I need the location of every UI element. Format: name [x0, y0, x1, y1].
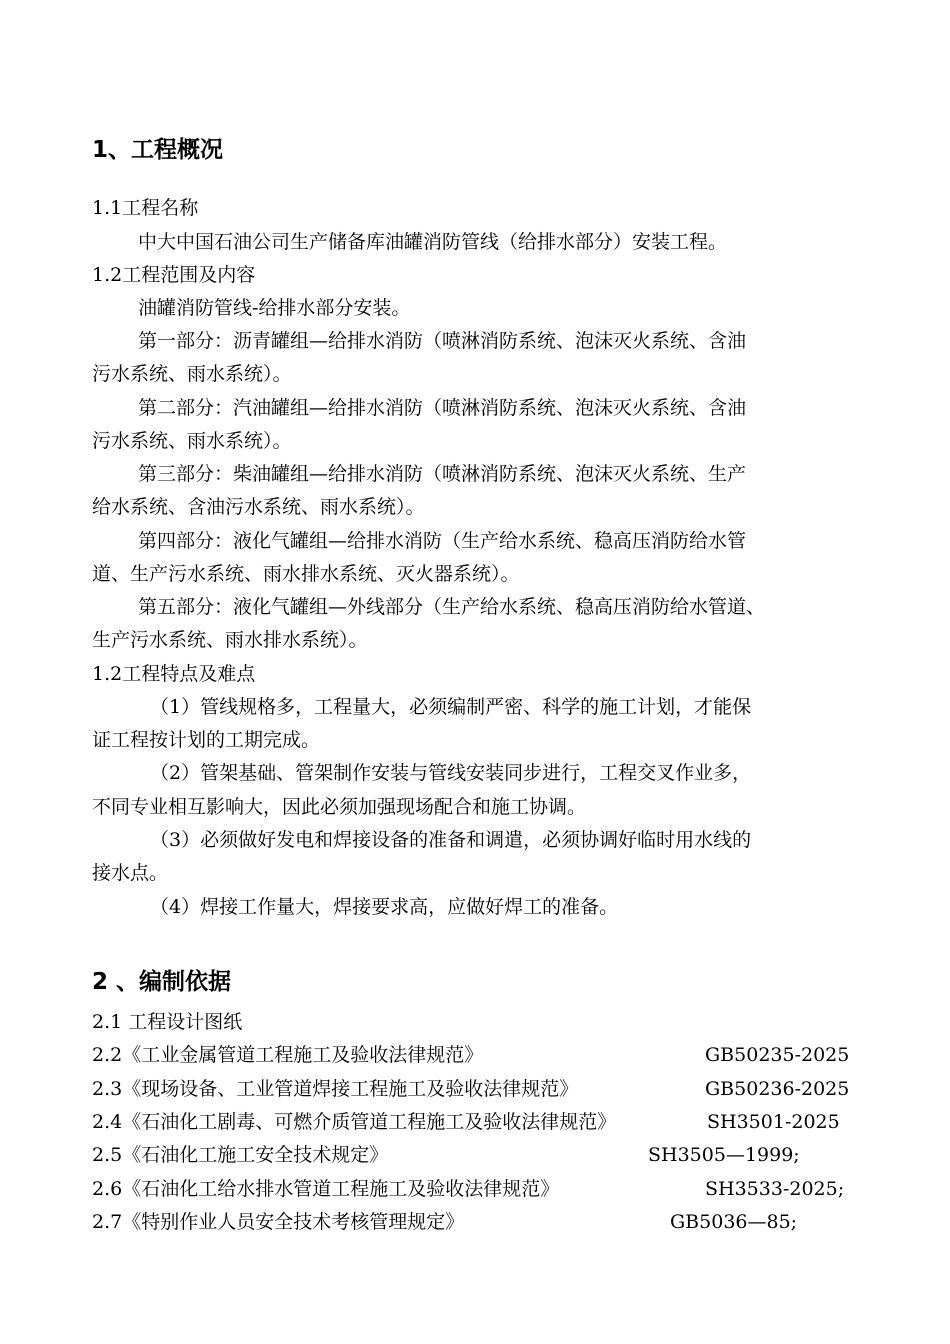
- part-3-line-1: 第三部分：柴油罐组—给排水消防（喷淋消防系统、泡沫灭火系统、生产: [138, 463, 747, 485]
- reference-title: 2.7《特别作业人员安全技术考核管理规定》: [92, 1211, 465, 1233]
- reference-title: 2.2《工业金属管道工程施工及验收法律规范》: [92, 1044, 484, 1066]
- part-5-line-1: 第五部分：液化气罐组—外线部分（生产给水系统、稳高压消防给水管道、: [138, 596, 766, 618]
- feature-1-line-1: （1）管线规格多，工程量大，必须编制严密、科学的施工计划，才能保: [150, 696, 752, 718]
- part-2-line-1: 第二部分：汽油罐组—给排水消防（喷淋消防系统、泡沫灭火系统、含油: [138, 397, 747, 419]
- part-2-line-2: 污水系统、雨水系统）。: [92, 430, 292, 452]
- reference-code: GB50236-2025: [705, 1078, 850, 1100]
- feature-1-line-2: 证工程按计划的工期完成。: [92, 729, 321, 751]
- reference-title: 2.1 工程设计图纸: [92, 1011, 243, 1033]
- project-name-text: 中大中国石油公司生产储备库油罐消防管线（给排水部分）安装工程。: [138, 231, 728, 253]
- reference-title: 2.3《现场设备、工业管道焊接工程施工及验收法律规范》: [92, 1078, 579, 1100]
- feature-2-line-1: （2）管架基础、管架制作安装与管线安装同步进行，工程交叉作业多，: [150, 762, 752, 784]
- part-3-line-2: 给水系统、含油污水系统、雨水系统）。: [92, 496, 425, 518]
- reference-code: SH3505—1999;: [648, 1144, 800, 1166]
- part-1-line-2: 污水系统、雨水系统）。: [92, 363, 292, 385]
- reference-code: GB50235-2025: [705, 1044, 850, 1066]
- subsection-features: 1.2工程特点及难点: [92, 663, 256, 685]
- reference-code: SH3533-2025;: [705, 1178, 845, 1200]
- section-1-heading: 1、工程概况: [92, 137, 224, 163]
- feature-2-line-2: 不同专业相互影响大，因此必须加强现场配合和施工协调。: [92, 796, 587, 818]
- feature-3-line-2: 接水点。: [92, 862, 169, 884]
- reference-code: SH3501-2025: [707, 1111, 840, 1133]
- section-2-heading: 2 、编制依据: [92, 969, 232, 995]
- scope-intro: 油罐消防管线-给排水部分安装。: [138, 297, 411, 319]
- subsection-scope: 1.2工程范围及内容: [92, 264, 256, 286]
- reference-title: 2.6《石油化工给水排水管道工程施工及验收法律规范》: [92, 1178, 560, 1200]
- reference-title: 2.4《石油化工剧毒、可燃介质管道工程施工及验收法律规范》: [92, 1111, 617, 1133]
- part-4-line-1: 第四部分：液化气罐组—给排水消防（生产给水系统、稳高压消防给水管: [138, 530, 747, 552]
- part-4-line-2: 道、生产污水系统、雨水排水系统、灭火器系统）。: [92, 563, 520, 585]
- feature-3-line-1: （3）必须做好发电和焊接设备的准备和调遣，必须协调好临时用水线的: [150, 829, 752, 851]
- feature-4-line-1: （4）焊接工作量大，焊接要求高，应做好焊工的准备。: [150, 896, 619, 918]
- reference-title: 2.5《石油化工施工安全技术规定》: [92, 1144, 389, 1166]
- part-1-line-1: 第一部分：沥青罐组—给排水消防（喷淋消防系统、泡沫灭火系统、含油: [138, 330, 747, 352]
- part-5-line-2: 生产污水系统、雨水排水系统）。: [92, 629, 368, 651]
- reference-code: GB5036—85;: [670, 1211, 798, 1233]
- subsection-project-name: 1.1工程名称: [92, 197, 199, 219]
